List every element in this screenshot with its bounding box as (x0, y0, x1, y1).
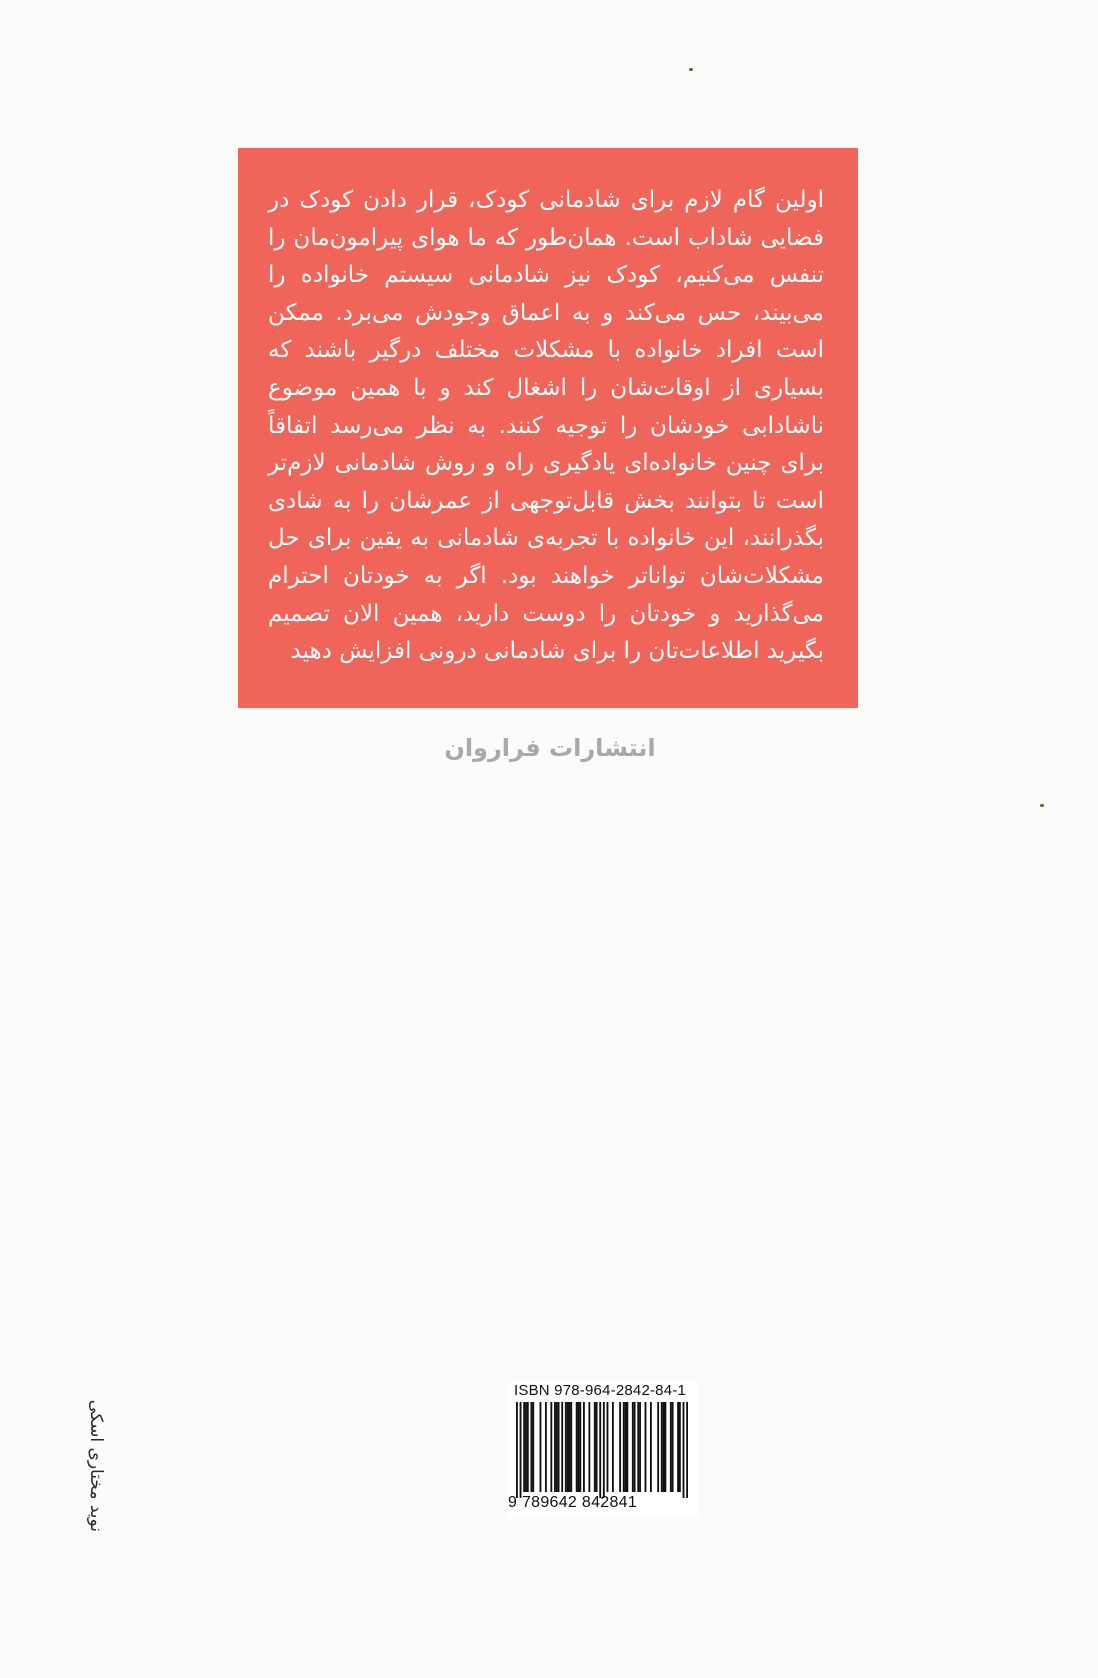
barcode-bar (523, 1402, 525, 1492)
barcode-bar (583, 1402, 585, 1492)
barcode-bar (545, 1402, 547, 1492)
barcode-bar (625, 1402, 627, 1492)
print-speck (689, 68, 693, 71)
barcode-bar (634, 1402, 636, 1492)
barcode-bar (532, 1402, 534, 1492)
side-credit: نوید مختاری اسکی (86, 1399, 106, 1532)
barcode-bar (686, 1402, 688, 1498)
barcode-bar (639, 1402, 641, 1492)
barcode-bar (599, 1402, 601, 1498)
barcode-bar (570, 1402, 572, 1492)
barcode-bar (623, 1402, 625, 1492)
barcode-bar (556, 1402, 558, 1492)
barcode-bar (607, 1402, 609, 1492)
barcode-bar (661, 1402, 663, 1492)
barcode-bar (677, 1402, 679, 1492)
barcode-bar (632, 1402, 634, 1492)
barcode-bar (540, 1402, 542, 1492)
barcode-bar (657, 1402, 659, 1492)
barcode-bar (603, 1402, 605, 1498)
barcode-bar (567, 1402, 569, 1492)
ean-digits: 9 789642 842841 (508, 1494, 638, 1511)
isbn-label: ISBN 978-964-2842-84-1 (514, 1382, 687, 1399)
barcode-bar (650, 1402, 652, 1492)
barcode-bar (576, 1402, 578, 1492)
barcode-bar (578, 1402, 580, 1492)
barcode-bar (645, 1402, 647, 1492)
barcode-bar (683, 1402, 685, 1498)
barcode-bar (554, 1402, 556, 1492)
barcode-bar (670, 1402, 672, 1492)
barcode-bars (516, 1402, 688, 1498)
barcode-bar (565, 1402, 567, 1492)
barcode-bar (561, 1402, 563, 1492)
blurb-panel (238, 148, 858, 708)
barcode-bar (637, 1402, 639, 1492)
barcode-bar (663, 1402, 665, 1492)
barcode-bar (569, 1402, 571, 1492)
barcode-bar (527, 1402, 529, 1492)
print-speck (1040, 804, 1044, 807)
barcode-bar (525, 1402, 527, 1492)
barcode-bar (550, 1402, 552, 1492)
barcode-bar (530, 1402, 532, 1492)
blurb-text: اولین گام لازم برای شادمانی کودک، قرار دادن کودک در فضایی شاداب است. همان‌طور که ما هوای پیرامون‌مان را تنفس می‌کنیم، کودک نیز شادمانی سیستم خانواده را می‌بیند، حس می‌کند و به اعماق وجودش می‌برد. ممکن است افراد خانواده با مشکلات مختلف درگیر باشند که بسیاری از اوقات‌شان را اشغال کند و با همین موضوع ناشادابی خودشان را توجیه کنند. به نظر می‌رسد اتفاقاً برای چنین خانواده‌ای یادگیری راه و روش شادمانی لازم‌تر است تا بتوانند بخش قابل‌توجهی از عمرشان را به شادی بگذرانند، این خانواده با تجربه‌ی شادمانی به یقین برای حل مشکلات‌شان تواناتر خواهند بود. اگر به خودتان احترام می‌گذارید و خودتان را دوست دارید، همین الان تصمیم بگیرید اطلاعات‌تان را برای شادمانی درونی افزایش دهید (268, 187, 824, 665)
barcode-bar (664, 1402, 666, 1492)
barcode-bar (626, 1402, 628, 1492)
isbn-barcode (508, 1382, 698, 1517)
barcode-bar (558, 1402, 560, 1492)
barcode-bar (588, 1402, 590, 1492)
barcode-bar (619, 1402, 621, 1492)
barcode-bar (520, 1402, 522, 1498)
barcode-bar (594, 1402, 596, 1492)
publisher-name: انتشارات فراروان (444, 734, 656, 762)
barcode-bar (579, 1402, 581, 1492)
barcode-bar (672, 1402, 674, 1492)
barcode-bar (612, 1402, 614, 1492)
barcode-bar (516, 1402, 518, 1498)
barcode-bar (596, 1402, 598, 1492)
barcode-bar (679, 1402, 681, 1492)
